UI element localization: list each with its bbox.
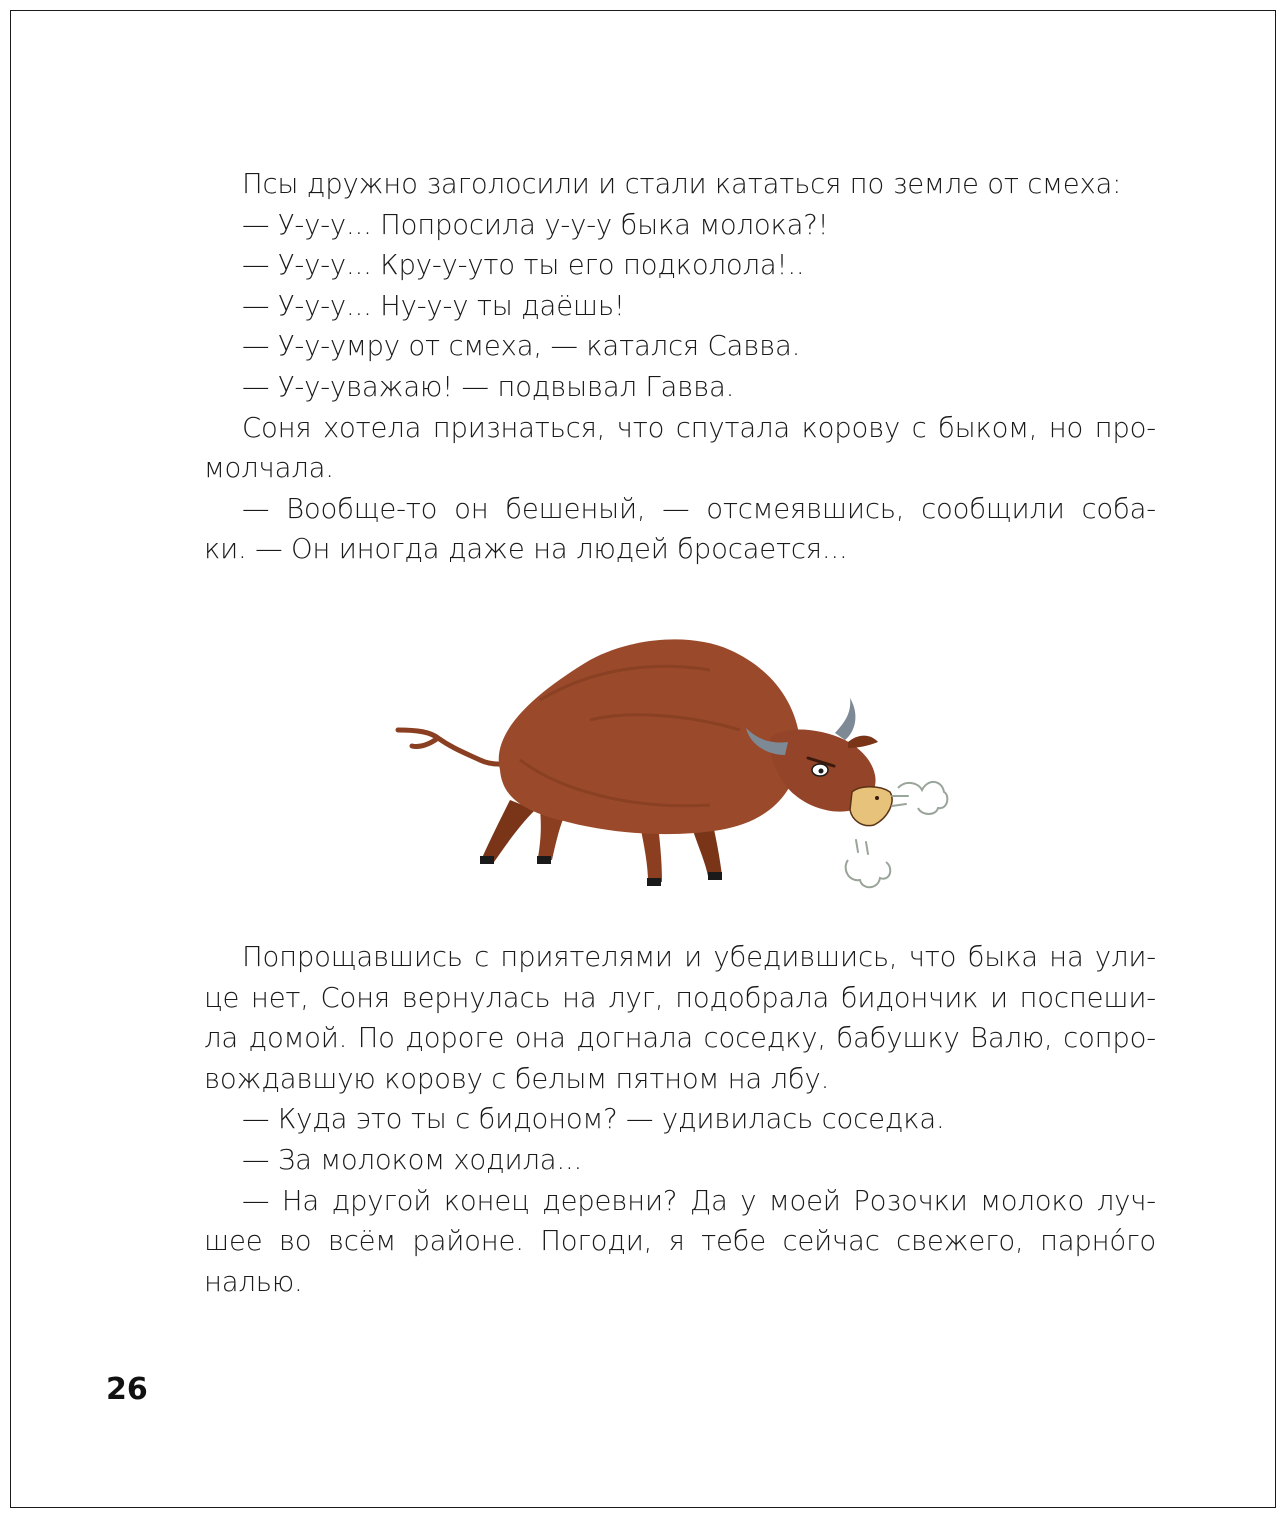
bull-hoof — [537, 856, 551, 864]
text-line: шее во всём районе. Погоди, я тебе сейчас свежего, парнóго — [204, 1225, 1156, 1258]
bull-back-leg — [482, 800, 535, 862]
text-line: молчала. — [204, 452, 334, 485]
bull-illustration — [390, 620, 960, 910]
text-line: Попрощавшись с приятелями и убедившись, что быка на ули- — [242, 941, 1156, 973]
steam-puff-right — [898, 782, 947, 814]
bull-pupil — [819, 769, 824, 774]
text-block-top — [204, 164, 1156, 570]
text-line: це нет, Соня вернулась на луг, подобрала бидончик и поспеши- — [204, 981, 1156, 1014]
text-line: — У-у-уважаю! — подвывал Гавва. — [242, 370, 735, 403]
text-line: — У-у-у... Попросила у-у-у быка молока?! — [242, 208, 829, 241]
bull-muzzle — [850, 787, 892, 826]
steam-puff-bottom — [846, 860, 891, 887]
text-line: ки. — Он иногда даже на людей бросается... — [204, 533, 848, 566]
bull-hoof — [480, 856, 494, 864]
text-line: вождавшую корову с белым пятном на лбу. — [204, 1062, 830, 1095]
text-line: — На другой конец деревни? Да у моей Розочки молоко луч- — [242, 1184, 1156, 1217]
text-line: — У-у-у... Кру-у-уто ты его подколола!.. — [242, 249, 805, 282]
text-line: — Вообще-то он бешеный, — отсмеявшись, сообщили соба- — [242, 492, 1156, 525]
text-block-bottom — [204, 937, 1156, 1302]
text-line: — У-у-у... Ну-у-у ты даёшь! — [242, 289, 625, 322]
bull-horn-right — [835, 698, 855, 740]
text-line: ла домой. По дороге она догнала соседку, бабушку Валю, сопро- — [204, 1022, 1156, 1055]
bull-ear — [848, 736, 878, 748]
text-line: — За молоком ходила... — [242, 1143, 583, 1176]
page-number: 26 — [106, 1372, 148, 1407]
text-line: Псы дружно заголосили и стали кататься по земле от смеха: — [242, 168, 1122, 200]
text-line: — Куда это ты с бидоном? — удивилась соседка. — [242, 1103, 945, 1136]
bull-nostril — [875, 796, 879, 800]
text-line: Соня хотела признаться, что спутала корову с быком, но про- — [242, 411, 1156, 444]
bull-hoof — [647, 878, 661, 886]
text-line: — У-у-умру от смеха, — катался Савва. — [242, 330, 801, 363]
text-line: налью. — [204, 1265, 303, 1298]
bull-hoof — [708, 872, 722, 880]
